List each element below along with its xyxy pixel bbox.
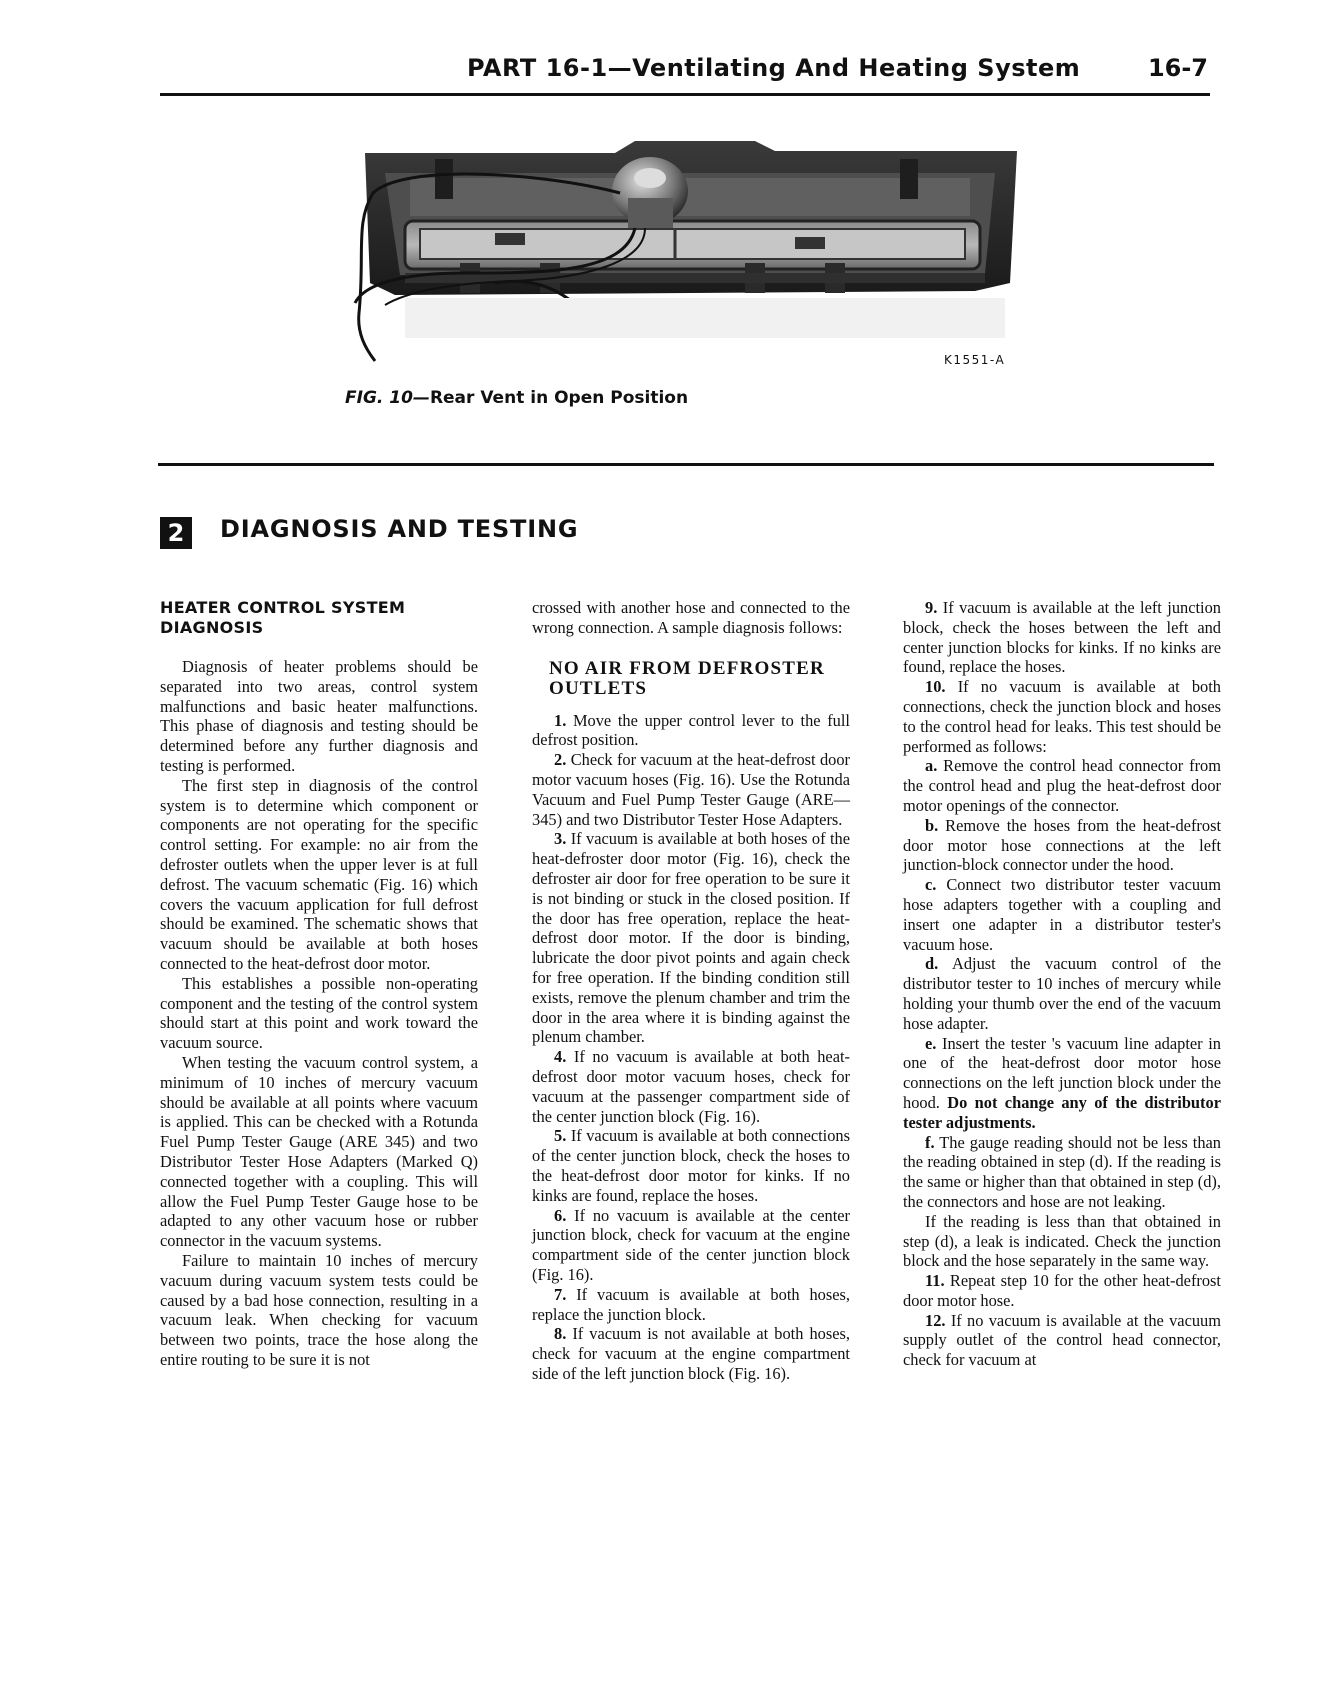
substep-f <box>903 1133 1221 1212</box>
paragraph: This establishes a possible non-operating component and the testing of the control system should start at this point and work toward the vacuum source. <box>160 973 478 1053</box>
step-7 <box>532 1285 850 1325</box>
step-number: 4. <box>554 1047 567 1067</box>
step-number: 8. <box>554 1324 567 1344</box>
substep-warning: Do not change any of the distributor tester adjustments. <box>903 1092 1221 1132</box>
step-text: If vacuum is not available at both hoses, check for vacuum at the engine compartment side of the left junction block (Fig. 16). <box>532 1324 850 1383</box>
figure-caption-number: FIG. 10— <box>345 388 430 408</box>
step-text: Check for vacuum at the heat-defrost door motor vacuum hoses (Fig. 16). Use the Rotunda Vacuum and Fuel Pump Tester Gauge (ARE—345) and two Distributor Tester Hose Adapters. <box>532 750 850 829</box>
step-text: If vacuum is available at both hoses, replace the junction block. <box>532 1284 850 1324</box>
rear-vent-figure <box>345 133 1025 383</box>
substep-letter: c. <box>925 875 937 895</box>
substep-text: Adjust the vacuum control of the distributor tester to 10 inches of mercury while holding your thumb over the end of the vacuum hose adapter. <box>903 954 1221 1033</box>
step-10 <box>903 677 1221 756</box>
step-4 <box>532 1047 850 1126</box>
substep-letter: f. <box>925 1132 935 1152</box>
paragraph: If the reading is less than that obtained in step (d), a leak is indicated. Check the junction block and the hose separately in the same way. <box>903 1211 1221 1271</box>
step-8 <box>532 1324 850 1383</box>
substep-text: Remove the hoses from the heat-defrost door motor hose connections at the left junction-block connector under the hood. <box>903 815 1221 875</box>
section-rule <box>158 463 1214 466</box>
step-2 <box>532 750 850 829</box>
text-column-3 <box>903 598 1221 1370</box>
step-number: 3. <box>554 829 567 849</box>
figure-caption <box>345 388 688 408</box>
step-text: If vacuum is available at both hoses of the heat-defroster door motor (Fig. 16), check the defroster air door for free operation to be sure it is not binding or stuck in the closed position. If the door has free operation, replace the heat-defrost door motor. If the door is binding, lubricate the door pivot points and again check for free operation. If the binding condition still exists, remove the plenum chamber and trim the door in the area where it is binding against the plenum chamber. <box>532 829 850 1047</box>
step-9 <box>903 598 1221 677</box>
substep-text: Insert the tester 's vacuum line adapter in one of the heat-defrost door motor hose connections on the left junction block under the hood. <box>903 1033 1221 1112</box>
step-1 <box>532 711 850 751</box>
figure-caption-text: Rear Vent in Open Position <box>429 388 689 408</box>
substep-d <box>903 954 1221 1033</box>
step-number: 9. <box>925 598 938 617</box>
paragraph: When testing the vacuum control system, a minimum of 10 inches of mercury vacuum should be available at all points where vacuum is applied. This can be checked with a Rotunda Fuel Pump Tester Gauge (ARE 345) and two Distributor Tester Hose Adapters (Marked Q) connected together with a coupling. This will allow the Fuel Pump Tester Gauge hose to be adapted to any other vacuum hose or rubber connector in the vacuum systems. <box>160 1052 478 1251</box>
step-text: If no vacuum is available at the center junction block, check for vacuum at the engine compartment side of the center junction block (Fig. 16). <box>532 1205 850 1284</box>
step-text: If no vacuum is available at both connections, check the junction block and hoses to the control head for leaks. This test should be performed as follows: <box>903 677 1221 756</box>
substep-text: The gauge reading should not be less than the reading obtained in step (d). If the reading is the same or higher than that obtained in step (d), the connectors and hose are not leaking. <box>903 1132 1221 1211</box>
step-number: 6. <box>554 1205 567 1225</box>
section-number-badge: 2 <box>160 517 192 549</box>
step-text: If vacuum is available at both connections of the center junction block, check the hoses to the heat-defrost door motor for kinks. If no kinks are found, replace the hoses. <box>532 1126 850 1205</box>
substep-text: Connect two distributor tester vacuum hose adapters together with a coupling and insert one adapter in a distributor tester's vacuum hose. <box>903 875 1221 954</box>
step-number: 2. <box>554 750 567 770</box>
substep-letter: a. <box>925 756 938 776</box>
step-number: 5. <box>554 1126 567 1146</box>
step-number: 11. <box>925 1271 945 1291</box>
step-6 <box>532 1206 850 1285</box>
step-text: If no vacuum is available at the vacuum supply outlet of the control head connector, check for vacuum at <box>903 1310 1221 1370</box>
substep-letter: d. <box>925 954 939 974</box>
step-number: 12. <box>925 1310 946 1330</box>
substep-text: Remove the control head connector from the control head and plug the heat-defrost door motor openings of the connector. <box>903 756 1221 815</box>
paragraph: crossed with another hose and connected to the wrong connection. A sample diagnosis follows: <box>532 598 850 637</box>
step-text: If vacuum is available at the left junction block, check the hoses between the left and center junction blocks for kinks. If no kinks are found, replace the hoses. <box>903 598 1221 677</box>
header-rule <box>160 93 1210 96</box>
step-11 <box>903 1271 1221 1311</box>
paragraph: The first step in diagnosis of the control system is to determine which component or components are not operating for the specific control setting. For example: no air from the defroster outlets when the upper lever is at full defrost. The vacuum schematic (Fig. 16) which covers the vacuum application for full defrost should be examined. The schematic shows that vacuum should be available at both hoses connected to the heat-defrost door motor. <box>160 775 478 973</box>
step-number: 1. <box>554 710 567 730</box>
text-column-1 <box>160 598 478 1370</box>
substep-letter: b. <box>925 815 939 835</box>
step-number: 10. <box>925 677 946 697</box>
paragraph: Diagnosis of heater problems should be separated into two areas, control system malfunctions and basic heater malfunctions. This phase of diagnosis and testing should be determined before any further diagnosis and testing is performed. <box>160 657 478 775</box>
substep-a <box>903 756 1221 815</box>
step-number: 7. <box>554 1284 567 1304</box>
page-number: 16-7 <box>1147 54 1208 82</box>
step-text: Repeat step 10 for the other heat-defrost door motor hose. <box>903 1271 1221 1310</box>
substep-e <box>903 1034 1221 1133</box>
step-text: If no vacuum is available at both heat-defrost door motor vacuum hoses, check for vacuum at the passenger compartment side of the center junction block (Fig. 16). <box>532 1047 850 1126</box>
page-header-title: PART 16-1—Ventilating And Heating System <box>467 54 1081 82</box>
procedure-heading: NO AIR FROM DEFROSTER OUTLETS <box>549 657 825 699</box>
figure-code: K1551-A <box>944 353 1006 367</box>
section-title: DIAGNOSIS AND TESTING <box>220 515 579 543</box>
text-column-2 <box>532 598 850 1384</box>
substep-c <box>903 875 1221 954</box>
step-12 <box>903 1311 1221 1370</box>
step-text: Move the upper control lever to the full defrost position. <box>532 710 850 750</box>
step-5 <box>532 1126 850 1205</box>
step-3 <box>532 829 850 1047</box>
substep-b <box>903 816 1221 875</box>
substep-letter: e. <box>925 1033 937 1053</box>
paragraph: Failure to maintain 10 inches of mercury vacuum during vacuum system tests could be caused by a bad hose connection, resulting in a vacuum leak. When checking for vacuum between two points, trace the hose along the entire routing to be sure it is not <box>160 1250 478 1369</box>
subsection-heading: HEATER CONTROL SYSTEM DIAGNOSIS <box>160 598 406 637</box>
